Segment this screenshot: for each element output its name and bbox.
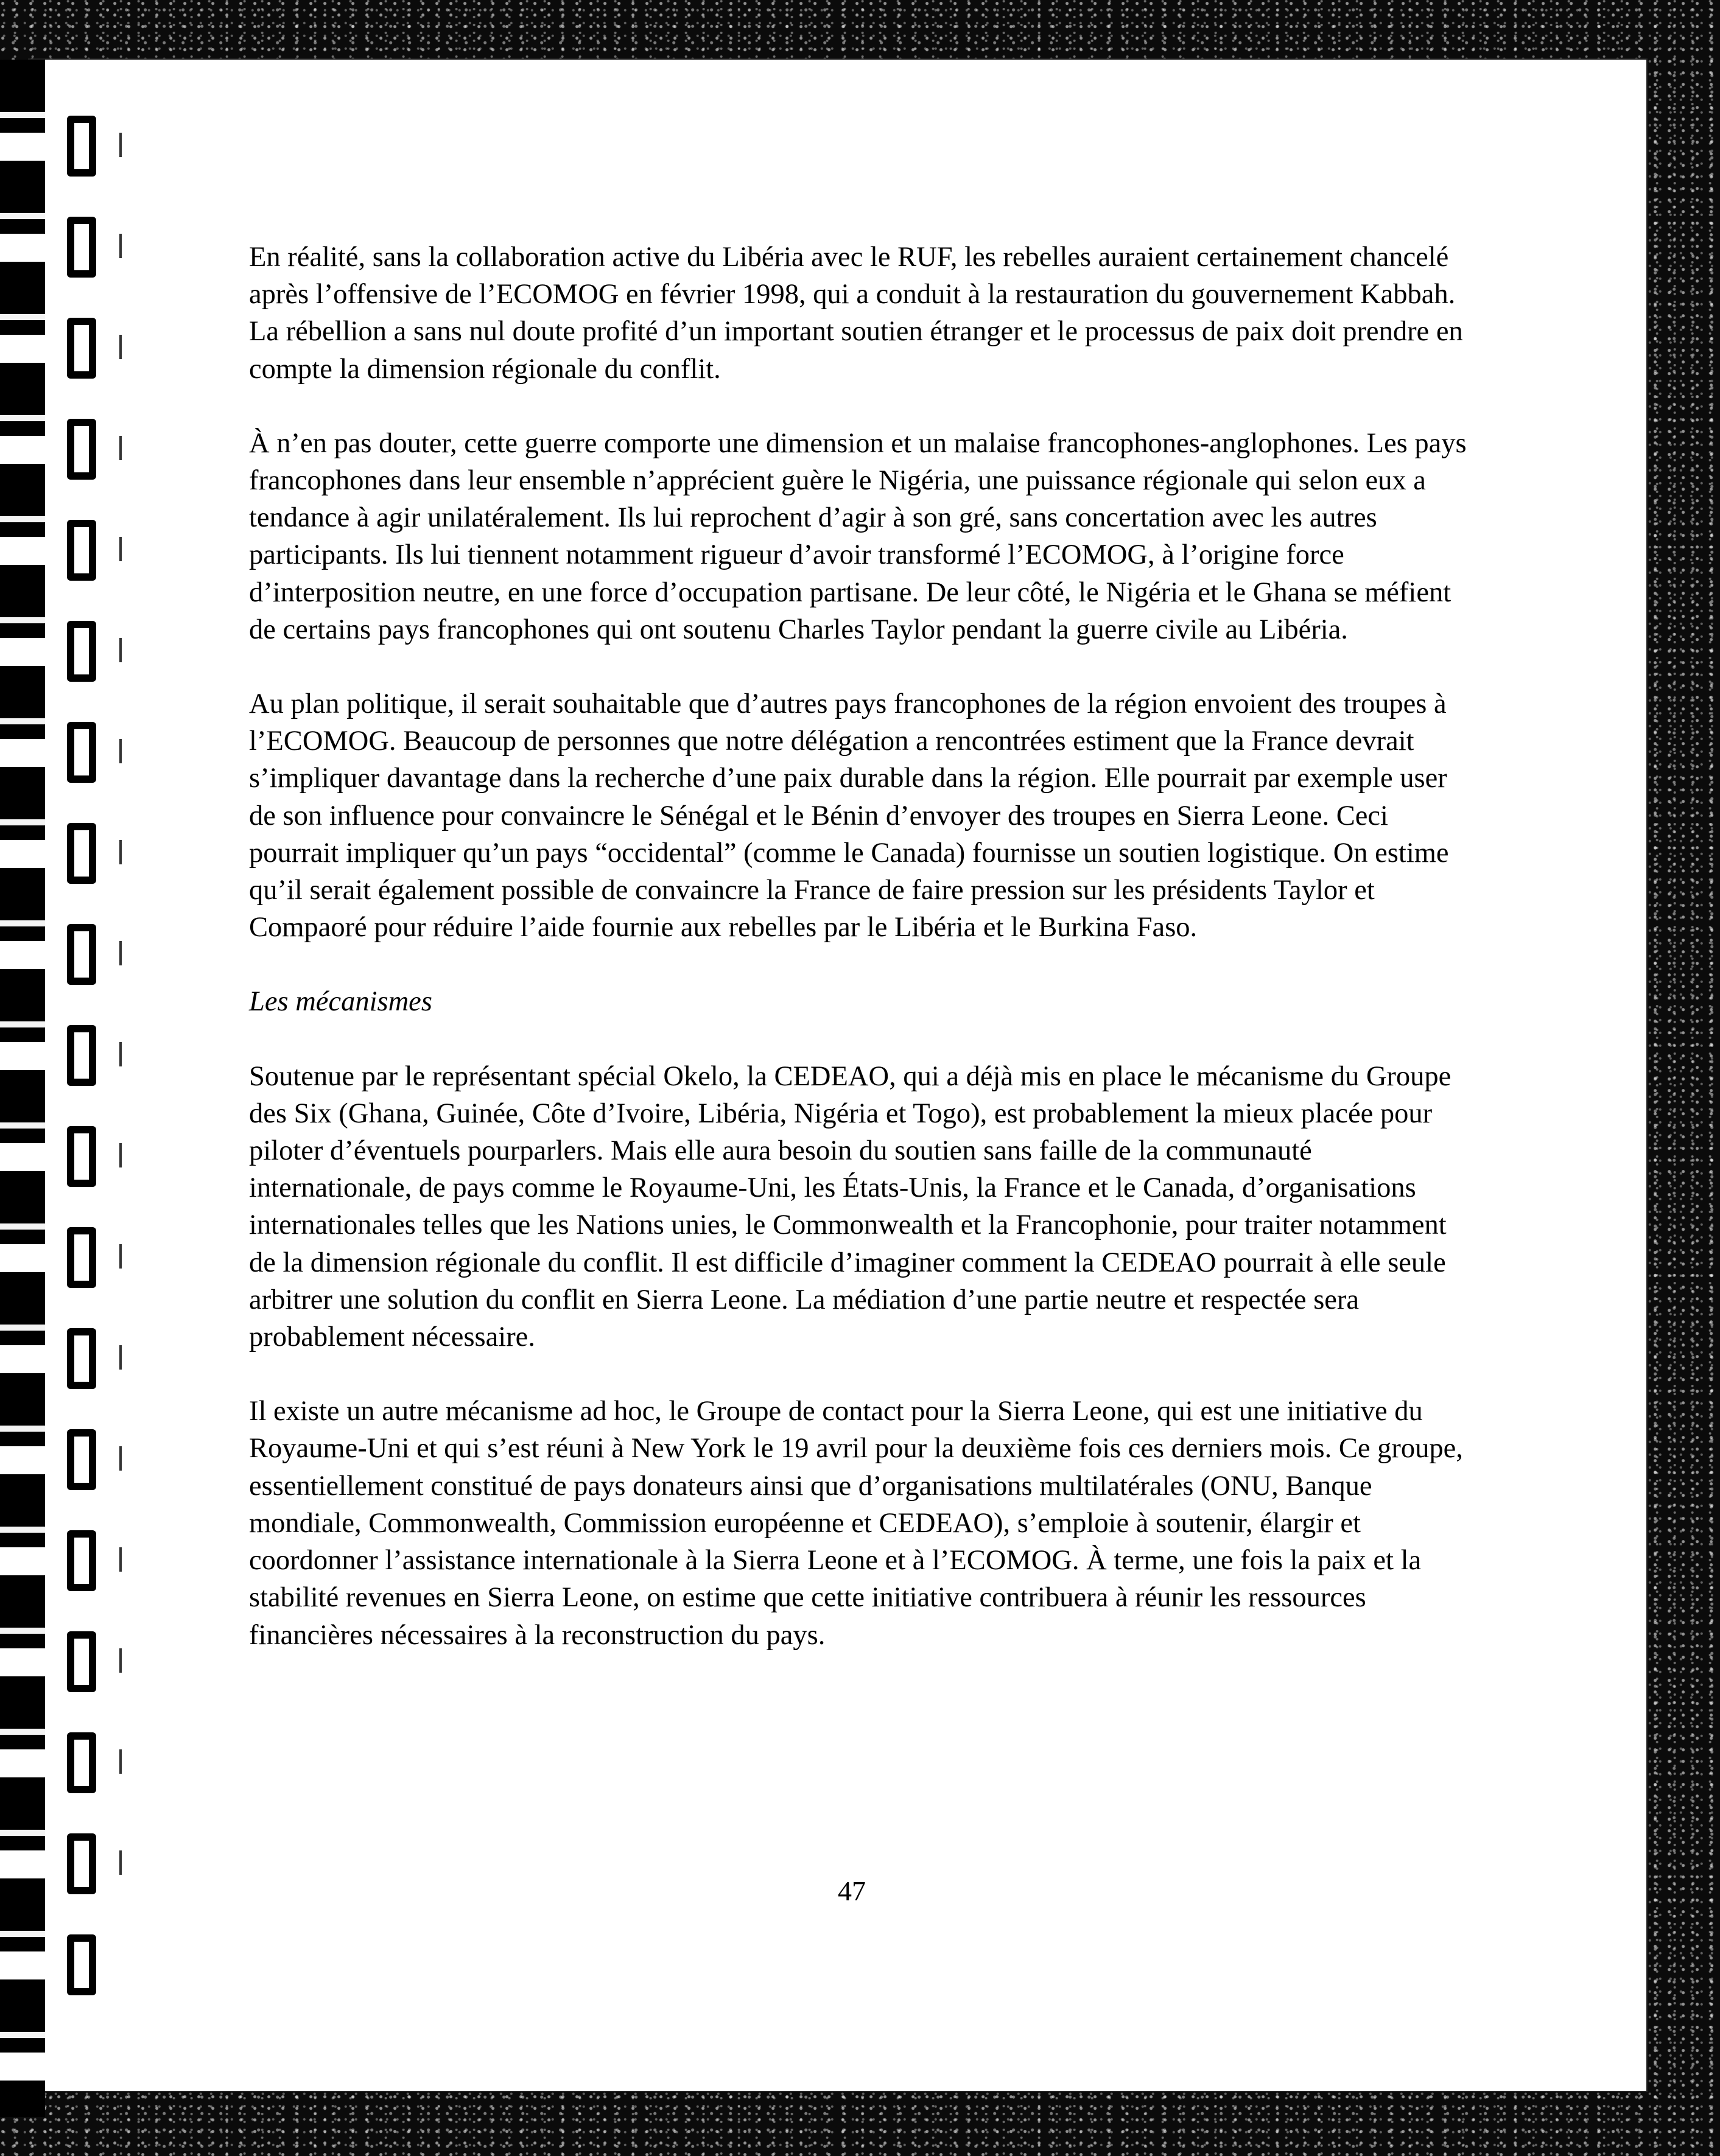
binding-ring	[67, 217, 96, 278]
binding-mark	[119, 1446, 122, 1471]
page-number: 47	[838, 1875, 866, 1906]
binding-mark	[119, 1749, 122, 1774]
binding-mark	[119, 1345, 122, 1370]
binding-mark	[119, 1244, 122, 1269]
binding-ring	[67, 1631, 96, 1692]
binding-strip	[0, 60, 45, 2117]
binding-ring	[67, 924, 96, 985]
binding-mark	[119, 1547, 122, 1572]
paragraph: En réalité, sans la collaboration active du Libéria avec le RUF, les rebelles auraient certainement chancelé après l’offensive de l’ECOMOG en février 1998, qui a conduit à la restauration du gouvernement Kabbah. La rébellion a sans nul doute profité d’un important soutien étranger et le processus de paix doit prendre en compte la dimension régionale du conflit.	[249, 242, 1463, 385]
section-heading: Les mécanismes	[249, 986, 432, 1018]
paragraph: Soutenue par le représentant spécial Okelo, la CEDEAO, qui a déjà mis en place le mécanisme du Groupe des Six (Ghana, Guinée, Côte d’Ivoire, Libéria, Nigéria et Togo), est probablement la mieux placée pour piloter d’éventuels pourparlers. Mais elle aura besoin du soutien sans faille de la communauté internationale, de pays comme le Royaume-Uni, les États-Unis, la France et le Canada, d’organisations internationales telles que les Nations unies, le Commonwealth et la Francophonie, pour traiter notamment de la dimension régionale du conflit. Il est difficile d’imaginer comment la CEDEAO pourrait à elle seule arbitrer une solution du conflit en Sierra Leone. La médiation d’une partie neutre et respectée sera probablement nécessaire.	[249, 1060, 1451, 1353]
binding-ring	[67, 1328, 96, 1389]
binding-mark	[119, 537, 122, 561]
binding-ring	[67, 520, 96, 581]
binding-ring	[67, 1025, 96, 1086]
binding-mark	[119, 234, 122, 258]
binding-ring	[67, 1429, 96, 1490]
binding-mark	[119, 1648, 122, 1673]
binding-mark	[119, 1850, 122, 1875]
binding-mark	[119, 133, 122, 157]
binding-mark	[119, 739, 122, 763]
binding-ring	[67, 621, 96, 682]
binding-ring	[67, 722, 96, 783]
binding-ring	[67, 1934, 96, 1995]
binding-ring	[67, 318, 96, 379]
paragraph: Au plan politique, il serait souhaitable que d’autres pays francophones de la région envoient des troupes à l’ECOMOG. Beaucoup de personnes que notre délégation a rencontrées estiment que la France devrait s’impliquer davantage dans la recherche d’une paix durable dans la région. Elle pourrait par exemple user de son influence pour convaincre le Sénégal et le Bénin d’envoyer des troupes en Sierra Leone. Ceci pourrait impliquer qu’un pays “occidental” (comme le Canada) fournisse un soutien logistique. On estime qu’il serait également possible de convaincre la France de faire pression sur les présidents Taylor et Compaoré pour réduire l’aide fournie aux rebelles par le Libéria et le Burkina Faso.	[249, 688, 1449, 943]
binding-mark	[119, 1143, 122, 1167]
binding-mark	[119, 840, 122, 864]
binding-ring	[67, 1126, 96, 1187]
paragraph: À n’en pas douter, cette guerre comporte une dimension et un malaise francophones-anglophones. Les pays francophones dans leur ensemble n’apprécient guère le Nigéria, une puissance régionale qui selon eux a tendance à agir unilatéralement. Ils lui reprochent d’agir à son gré, sans concertation avec les autres participants. Ils lui tiennent notamment rigueur d’avoir transformé l’ECOMOG, à l’origine force d’interposition neutre, en une force d’occupation partisane. De leur côté, le Nigéria et le Ghana se méfient de certains pays francophones qui ont soutenu Charles Taylor pendant la guerre civile au Libéria.	[249, 427, 1467, 645]
binding-ring	[67, 1833, 96, 1894]
binding-ring	[67, 823, 96, 884]
paragraph: Il existe un autre mécanisme ad hoc, le Groupe de contact pour la Sierra Leone, qui est une initiative du Royaume-Uni et qui s’est réuni à New York le 19 avril pour la deuxième fois ces derniers mois. Ce groupe, essentiellement constitué de pays donateurs ainsi que d’organisations multilatérales (ONU, Banque mondiale, Commonwealth, Commission européenne et CEDEAO), s’emploie à soutenir, élargir et coordonner l’assistance internationale à la Sierra Leone et à l’ECOMOG. À terme, une fois la paix et la stabilité revenues en Sierra Leone, on estime que cette initiative contribuera à réunir les ressources financières nécessaires à la reconstruction du pays.	[249, 1396, 1463, 1651]
binding-mark	[119, 436, 122, 460]
binding-ring	[67, 1530, 96, 1591]
binding-mark	[119, 1042, 122, 1066]
binding-mark	[119, 335, 122, 359]
binding-mark	[119, 941, 122, 965]
binding-mark	[119, 638, 122, 662]
binding-ring	[67, 116, 96, 177]
spiral-binding	[0, 60, 122, 2117]
binding-ring	[67, 419, 96, 480]
document-body	[249, 239, 1473, 1691]
binding-ring	[67, 1227, 96, 1288]
binding-ring	[67, 1732, 96, 1793]
